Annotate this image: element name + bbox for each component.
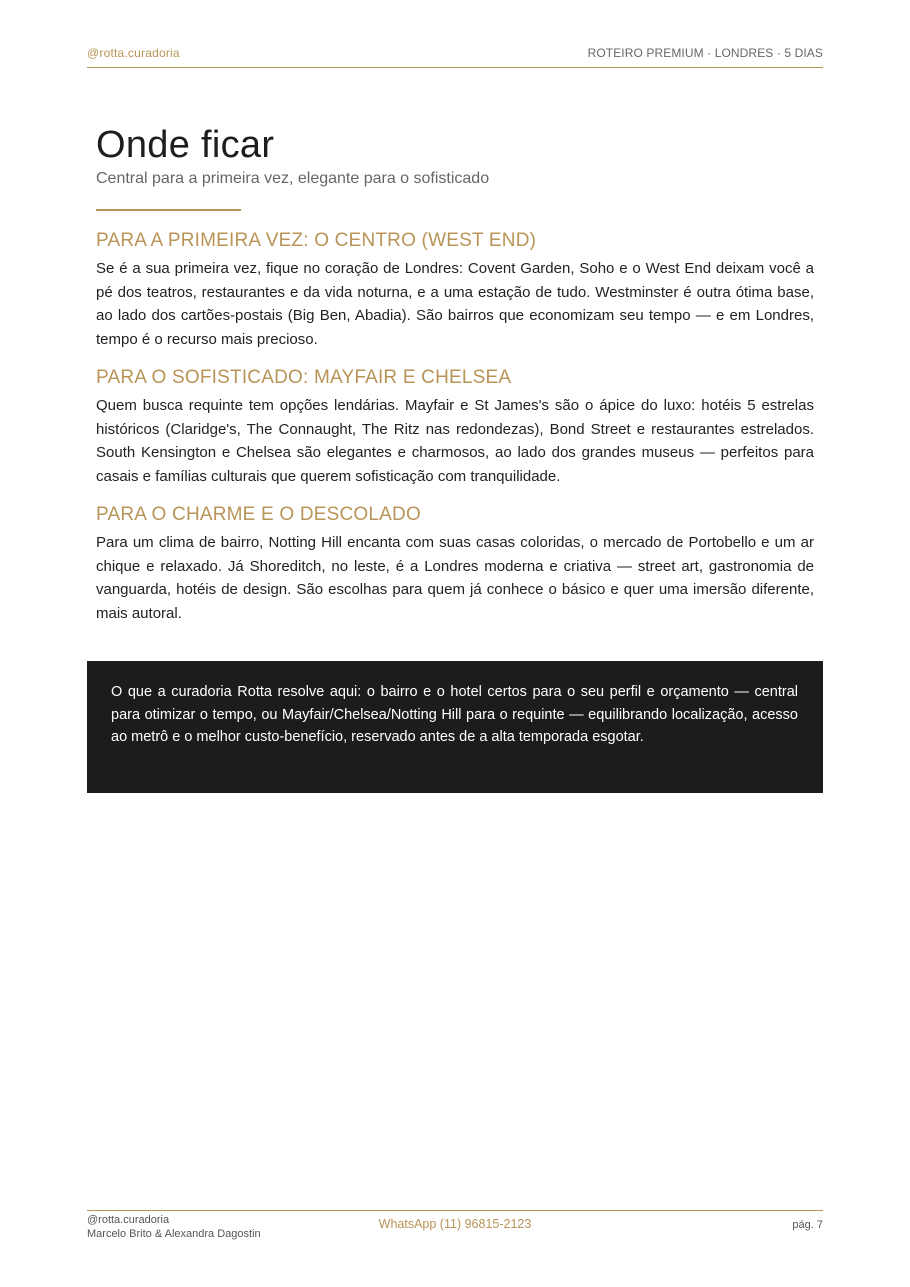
footer-page-number: pág. 7 <box>792 1219 823 1231</box>
callout-text: O que a curadoria Rotta resolve aqui: o bairro e o hotel certos para o seu perfil e orçamento — central para otimizar o tempo, ou Mayfair/Chelsea/Notting Hill para o requinte — equilibrando localização, acesso ao metrô e o melhor custo-benefício, reservado antes de a alta temporada esgotar. <box>111 684 798 745</box>
footer-whatsapp-contact: WhatsApp (11) 96815-2123 <box>378 1217 532 1231</box>
curation-callout-box <box>87 661 823 793</box>
section-sophisticated <box>96 366 814 488</box>
page-footer <box>87 1210 823 1245</box>
main-content <box>96 122 814 625</box>
page-header <box>87 46 823 68</box>
section-charm <box>96 503 814 625</box>
section-heading: PARA A PRIMEIRA VEZ: O CENTRO (WEST END) <box>96 230 537 251</box>
title-divider <box>96 209 241 211</box>
section-body: Se é a sua primeira vez, fique no coração de Londres: Covent Garden, Soho e o West End deixam você a pé dos teatros, restaurantes e da vida noturna, e a uma estação de tudo. Westminster é outra ótima base, ao lado dos cartões-postais (Big Ben, Abadia). São bairros que economizam seu tempo — e em Londres, tempo é o recurso mais precioso. <box>96 260 814 348</box>
footer-brand: @rotta.curadoria <box>87 1214 170 1226</box>
section-heading: PARA O CHARME E O DESCOLADO <box>96 504 421 525</box>
footer-authors: Marcelo Brito & Alexandra Dagostin <box>87 1228 261 1240</box>
section-heading: PARA O SOFISTICADO: MAYFAIR E CHELSEA <box>96 367 512 388</box>
page-title: Onde ficar <box>96 124 275 166</box>
section-body: Quem busca requinte tem opções lendárias. Mayfair e St James's são o ápice do luxo: hotéis 5 estrelas históricos (Claridge's, The Connaught, The Ritz nas redondezas), Bond Street e restaurantes estrelados. South Kensington e Chelsea são elegantes e charmosos, ao lado dos grandes museus — perfeitos para casais e famílias culturais que querem sofisticação com tranquilidade. <box>96 397 814 485</box>
page-subtitle: Central para a primeira vez, elegante para o sofisticado <box>96 170 490 187</box>
section-body: Para um clima de bairro, Notting Hill encanta com suas casas coloridas, o mercado de Portobello e um ar chique e relaxado. Já Shoreditch, no leste, é a Londres moderna e criativa — street art, gastronomia de vanguarda, hotéis de design. São escolhas para quem já conhece o básico e quer uma imersão diferente, mais autoral. <box>96 534 814 622</box>
header-brand: @rotta.curadoria <box>87 46 180 60</box>
section-first-time <box>96 229 814 351</box>
header-document-title: ROTEIRO PREMIUM · LONDRES · 5 DIAS <box>587 46 823 60</box>
